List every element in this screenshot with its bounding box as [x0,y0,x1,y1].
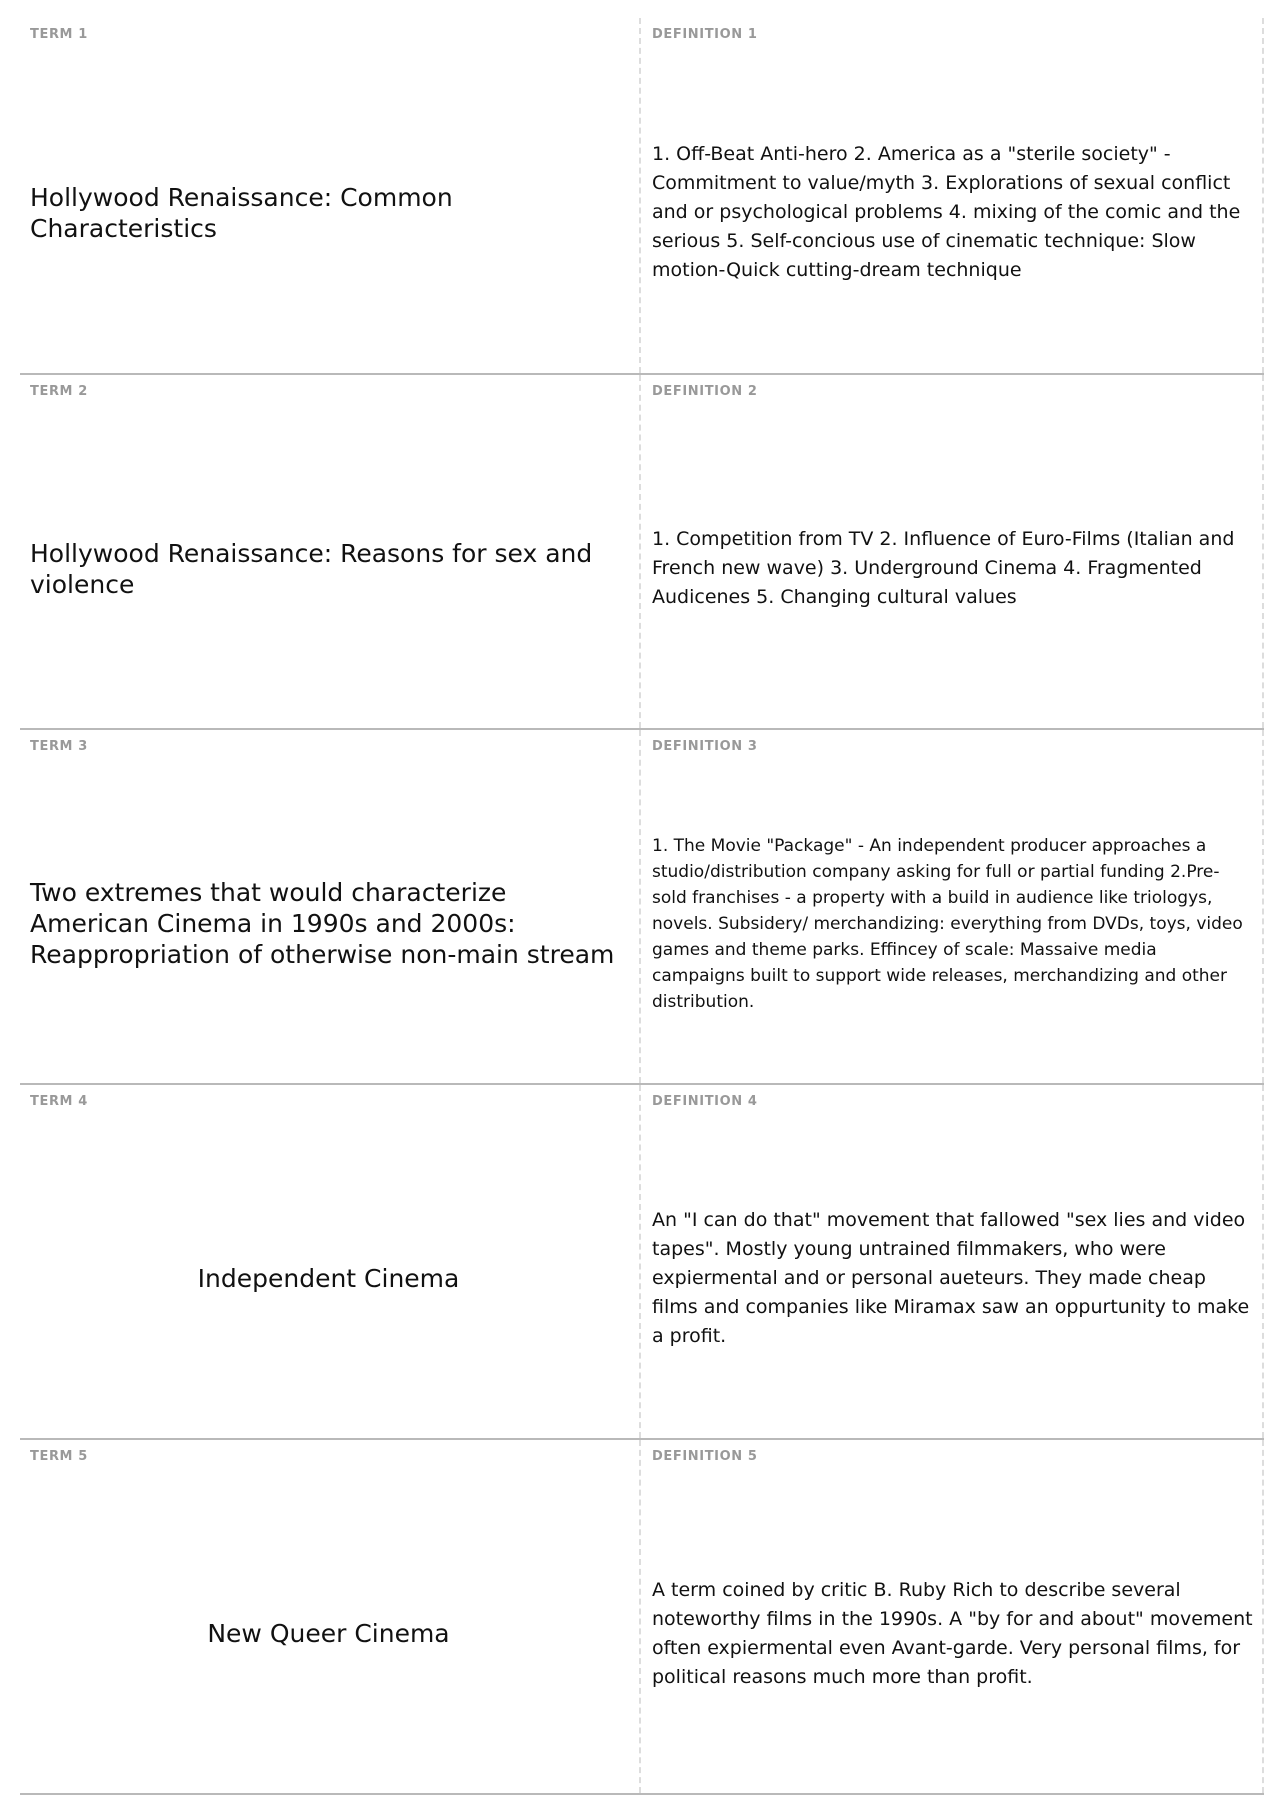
definition-label-5: DEFINITION 5 [652,1449,758,1464]
term-cell-1 [20,18,641,373]
term-cell-5 [20,1440,641,1793]
definition-content-3 [652,770,1254,1077]
term-content-3 [30,770,627,1077]
term-text-2: Hollywood Renaissance: Reasons for sex and violence [30,538,593,599]
definition-text-4: An "I can do that" movement that fallowed "sex lies and video tapes". Mostly young untrained filmmakers, who were expiermental and or personal aueteurs. They made cheap films and companies like Miramax saw an oppurtunity to make a profit. [652,1209,1250,1347]
term-cell-2 [20,375,641,728]
term-cell-3 [20,730,641,1083]
definition-content-2 [652,415,1254,722]
term-label-2: TERM 2 [30,384,88,399]
term-content-2 [30,415,627,722]
flashcard-row-3 [20,730,1264,1085]
term-label-1: TERM 1 [30,27,88,42]
definition-content-4 [652,1125,1254,1432]
flashcard-sheet [20,18,1264,1795]
term-text-1: Hollywood Renaissance: Common Characteristics [30,182,453,243]
definition-cell-5 [641,1440,1264,1793]
definition-content-5 [652,1480,1254,1787]
term-label-4: TERM 4 [30,1094,88,1109]
definition-cell-3 [641,730,1264,1083]
term-text-3: Two extremes that would characterize American Cinema in 1990s and 2000s: Reappropriation of otherwise non-main stream [30,878,615,969]
definition-label-1: DEFINITION 1 [652,27,758,42]
term-label-5: TERM 5 [30,1449,88,1464]
definition-label-2: DEFINITION 2 [652,384,758,399]
definition-text-5: A term coined by critic B. Ruby Rich to describe several noteworthy films in the 1990s. A "by for and about" movement often expiermental even Avant-garde. Very personal films, for political reasons much more than profit. [652,1578,1253,1688]
definition-cell-2 [641,375,1264,728]
definition-label-3: DEFINITION 3 [652,739,758,754]
term-content-4 [30,1125,627,1432]
flashcard-row-1 [20,18,1264,375]
definition-cell-4 [641,1085,1264,1438]
definition-text-3: 1. The Movie "Package" - An independent producer approaches a studio/distribution company asking for full or partial funding 2.Pre-sold franchises - a property with a build in audience like triologys, novels. Subsidery/ merchandizing: everything from DVDs, toys, video games and theme parks. Effincey of scale: Massaive media campaigns built to support wide releases, merchandizing and other distribution. [652,835,1243,1012]
definition-text-1: 1. Off-Beat Anti-hero 2. America as a "sterile society" - Commitment to value/myth 3. Explorations of sexual conflict and or psychological problems 4. mixing of the comic and the serious 5. Self-concious use of cinematic technique: Slow motion-Quick cutting-dream technique [652,143,1241,281]
term-text-4: Independent Cinema [197,1264,460,1293]
term-label-3: TERM 3 [30,739,88,754]
term-text-5: New Queer Cinema [207,1619,450,1648]
definition-content-1 [652,58,1254,367]
flashcard-row-4 [20,1085,1264,1440]
term-content-5 [30,1480,627,1787]
term-cell-4 [20,1085,641,1438]
flashcard-row-5 [20,1440,1264,1795]
definition-text-2: 1. Competition from TV 2. Influence of Euro-Films (Italian and French new wave) 3. Underground Cinema 4. Fragmented Audicenes 5. Changing cultural values [652,528,1235,608]
flashcard-row-2 [20,375,1264,730]
term-content-1 [30,58,627,367]
definition-label-4: DEFINITION 4 [652,1094,758,1109]
definition-cell-1 [641,18,1264,373]
